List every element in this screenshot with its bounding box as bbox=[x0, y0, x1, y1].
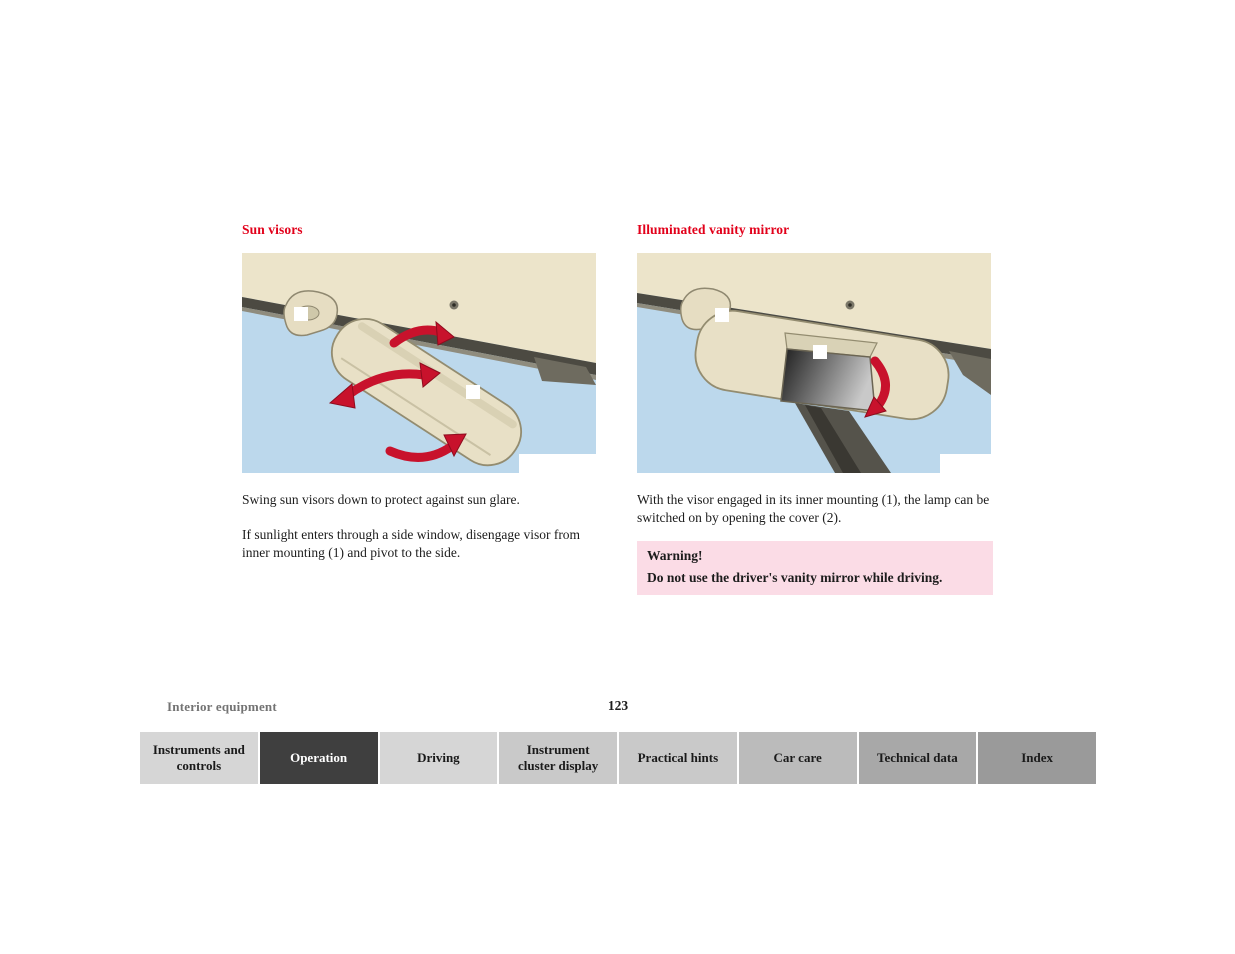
nav-tab-practical-hints[interactable] bbox=[619, 732, 737, 784]
warning-box bbox=[637, 541, 993, 595]
nav-tab-label: Index bbox=[1021, 750, 1054, 765]
nav-tab-instruments-and-controls[interactable] bbox=[140, 732, 258, 784]
label-box-2 bbox=[813, 345, 827, 359]
page-number: 123 bbox=[607, 698, 629, 713]
nav-tab-label: Practical hints bbox=[637, 750, 719, 765]
sun-visors-paragraph-2: If sunlight enters through a side window, disengage visor from inner mounting (1) and pivot to the side. bbox=[242, 527, 581, 560]
nav-tab-label: Car care bbox=[773, 750, 822, 765]
vanity-mirror-drawing bbox=[637, 253, 991, 473]
bottom-nav bbox=[140, 732, 1096, 784]
sun-visor-drawing bbox=[242, 253, 596, 473]
label-box-visor bbox=[466, 385, 480, 399]
nav-tab-car-care[interactable] bbox=[739, 732, 857, 784]
label-box-1 bbox=[715, 308, 729, 322]
nav-tab-label: Driving bbox=[417, 750, 460, 765]
footer-section-label: Interior equipment bbox=[167, 699, 277, 714]
nav-tab-operation[interactable] bbox=[260, 732, 378, 784]
warning-title: Warning! bbox=[647, 548, 703, 563]
vanity-mirror-heading: Illuminated vanity mirror bbox=[637, 222, 790, 237]
label-box-1 bbox=[294, 307, 308, 321]
nav-tab-technical-data[interactable] bbox=[859, 732, 977, 784]
nav-tab-label: Instruments and controls bbox=[152, 742, 245, 773]
nav-tab-label: Operation bbox=[290, 750, 348, 765]
vanity-mirror-glass bbox=[781, 349, 875, 411]
nav-tab-driving[interactable] bbox=[380, 732, 498, 784]
nav-tab-label: Technical data bbox=[876, 750, 958, 765]
warning-text: Do not use the driver's vanity mirror while driving. bbox=[647, 570, 943, 585]
sun-visor-illustration bbox=[242, 253, 596, 473]
nav-tab-label: Instrument cluster display bbox=[517, 742, 599, 773]
nav-tab-index[interactable] bbox=[978, 732, 1096, 784]
sun-visors-heading: Sun visors bbox=[242, 222, 303, 237]
sun-visors-paragraph-1: Swing sun visors down to protect against sun glare. bbox=[242, 492, 520, 507]
vanity-mirror-illustration bbox=[637, 253, 991, 473]
nav-tab-instrument-cluster-display[interactable] bbox=[499, 732, 617, 784]
vanity-mirror-paragraph: With the visor engaged in its inner mounting (1), the lamp can be switched on by opening the cover (2). bbox=[637, 492, 990, 525]
